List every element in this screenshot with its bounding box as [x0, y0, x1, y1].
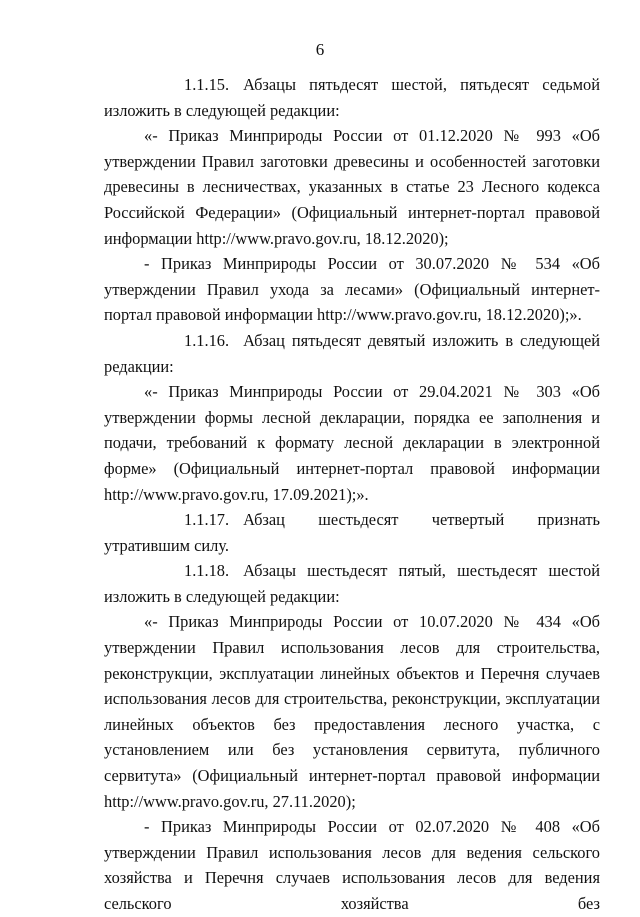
document-body: [104, 72, 600, 917]
paragraph-text: «- Приказ Минприроды России от 29.04.2021 № 303 «Об утверждении формы лесной декларации, порядка ее заполнения и подачи, требований к формату лесной декларации в электронной форме» (Официальный интернет-портал правовой информации http://www.pravo.gov.ru, 17.09.2021);».: [104, 382, 600, 504]
paragraph-1-1-18: [104, 558, 600, 609]
paragraph-text: Абзацы шестьдесят пятый, шестьдесят шестой изложить в следующей редакции:: [104, 561, 600, 606]
paragraph-text: - Приказ Минприроды России от 02.07.2020 № 408 «Об утверждении Правил использования лесов для ведения сельского хозяйства и Перечня случаев использования лесов для ведения сельского хозяйства без: [104, 817, 600, 913]
paragraph-text: Абзац пятьдесят девятый изложить в следующей редакции:: [104, 330, 600, 376]
paragraph-1-1-16: [104, 328, 600, 379]
item-number: 1.1.17.: [184, 510, 230, 530]
paragraph-order-408: [104, 814, 600, 916]
paragraph-quote-order-434: [104, 609, 600, 814]
paragraph-1-1-15: [104, 72, 600, 123]
page-number: 6: [315, 40, 325, 59]
paragraph-text: Абзацы пятьдесят шестой, пятьдесят седьмой изложить в следующей редакции:: [104, 75, 600, 120]
item-number: 1.1.18.: [184, 561, 230, 581]
item-number: 1.1.16.: [184, 330, 230, 350]
paragraph-text: Абзац шестьдесят четвертый признать утратившим силу.: [104, 510, 600, 555]
item-number: 1.1.15.: [184, 75, 230, 94]
paragraph-1-1-17: [104, 507, 600, 558]
paragraph-quote-order-303: [104, 379, 600, 507]
paragraph-text: «- Приказ Минприроды России от 01.12.2020 № 993 «Об утверждении Правил заготовки древесины и особенностей заготовки древесины в лесничествах, указанных в статье 23 Лесного кодекса Российской Федерации» (Официальный интернет-портал правовой информации http://www.pravo.gov.ru, 18.12.2020);: [104, 126, 600, 248]
paragraph-text: - Приказ Минприроды России от 30.07.2020 № 534 «Об утверждении Правил ухода за лесами» (Официальный интернет-портал правовой информации http://www.pravo.gov.ru, 18.12.2020);».: [104, 254, 600, 325]
paragraph-order-534: [104, 251, 600, 328]
paragraph-quote-order-993: [104, 123, 600, 251]
paragraph-text: «- Приказ Минприроды России от 10.07.2020 № 434 «Об утверждении Правил использования лесов для строительства, реконструкции, эксплуатации линейных объектов и Перечня случаев использования лесов для строительства, реконструкции, эксплуатации линейных объектов без предоставления лесного участка, с установлением или без установления сервитута, публичного сервитута» (Официальный интернет-портал правовой информации http://www.pravo.gov.ru, 27.11.2020);: [104, 612, 600, 811]
